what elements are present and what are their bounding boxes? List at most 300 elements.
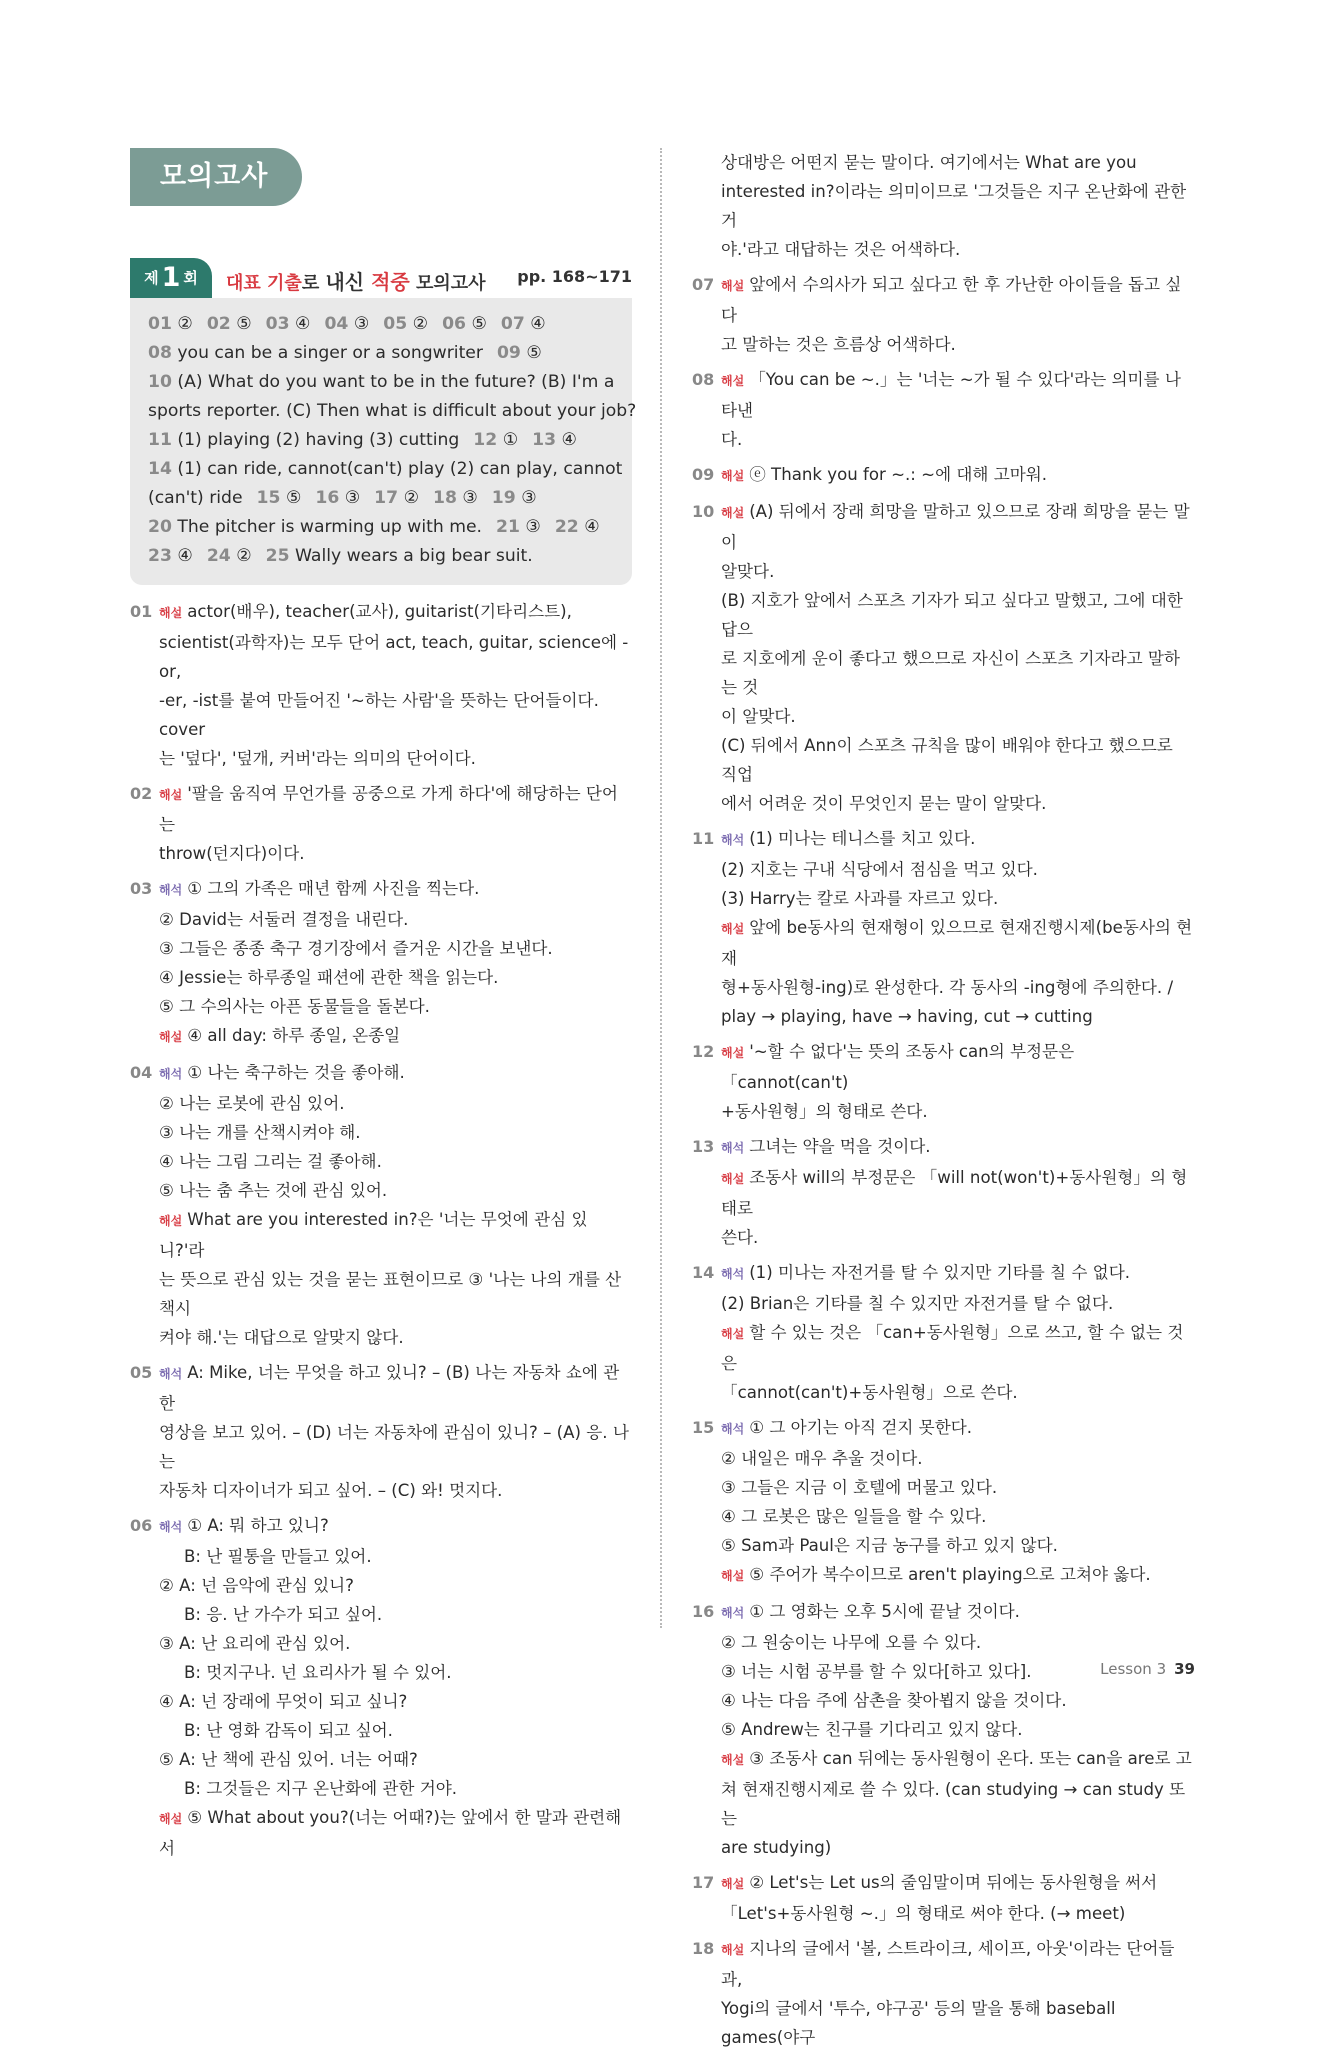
explanation-text: are studying) (721, 1838, 832, 1857)
answer-value: (1) can ride, cannot(can't) play (2) can play, cannot (177, 459, 623, 479)
explanation-text: 로 지호에게 운이 좋다고 했으므로 자신이 스포츠 기자라고 말하는 것 (721, 649, 1180, 697)
translation-tag: 해석 (721, 833, 745, 847)
explanation-line (721, 557, 1194, 586)
explanation-text: 앞에 be동사의 현재형이 있으므로 현재진행시제(be동사의 현재 (721, 918, 1193, 968)
explanation-text: (2) Brian은 기타를 칠 수 있지만 자전거를 탈 수 없다. (721, 1294, 1114, 1313)
explanation-line (159, 744, 632, 773)
explanation-line (721, 1597, 1194, 1628)
explanation-text: -er, -ist를 붙여 만들어진 '~하는 사람'을 뜻하는 단어들이다. cover (159, 691, 599, 739)
explanation-tag: 해설 (721, 1569, 745, 1583)
explanation-tag: 해설 (721, 1046, 745, 1060)
answer-value: ③ (462, 488, 478, 508)
question-explanation (130, 1058, 632, 1352)
answer-value: ④ (177, 546, 193, 566)
question-number: 17 (692, 1873, 715, 1892)
explanation-tag: 해설 (159, 1214, 183, 1228)
explanation-line (159, 934, 632, 963)
explanation-text: ④ 나는 다음 주에 삼촌을 찾아뵙지 않을 것이다. (721, 1691, 1067, 1710)
question-explanation (692, 270, 1194, 359)
explanation-line (721, 1934, 1194, 1994)
explanation-text: ① 그의 가족은 매년 함께 사진을 찍는다. (187, 879, 480, 898)
question-number: 11 (692, 829, 715, 848)
question-explanation (692, 1132, 1194, 1252)
answer-number: 01 (148, 314, 172, 334)
explanation-line (159, 963, 632, 992)
explanation-text: 「You can be ~.」는 '너는 ~가 될 수 있다'라는 의미를 나타낸 (721, 370, 1181, 420)
answer-row (148, 455, 623, 484)
explanation-text: 조동사 will의 부정문은 「will not(won't)+동사원형」의 형태로 (721, 1168, 1188, 1218)
answer-value: ② (236, 546, 252, 566)
explanation-line (159, 1323, 632, 1352)
explanation-text: '팔을 움직여 무언가를 공중으로 가게 하다'에 해당하는 단어는 (159, 784, 618, 834)
explanation-line (159, 1571, 632, 1600)
explanation-line (721, 425, 1194, 454)
explanation-line (721, 365, 1194, 425)
answer-number: 20 (148, 517, 172, 537)
question-number: 18 (692, 1939, 715, 1958)
explanation-line (721, 1289, 1194, 1318)
explanation-line (721, 1868, 1194, 1899)
explanation-text: ④ A: 넌 장래에 무엇이 되고 싶니? (159, 1692, 408, 1711)
test-pages: pp. 168~171 (517, 267, 632, 286)
answer-number: 24 (206, 546, 231, 566)
explanation-text: 고 말하는 것은 흐름상 어색하다. (721, 335, 956, 354)
question-explanation (692, 365, 1194, 454)
explanation-line (721, 913, 1194, 973)
explanation-line (721, 1413, 1194, 1444)
explanation-tag: 해설 (721, 922, 745, 936)
answer-value: ② (412, 314, 429, 334)
question-number: 15 (692, 1418, 715, 1437)
explanation-line (721, 235, 1194, 264)
explanation-line (721, 1775, 1194, 1833)
answer-row (148, 339, 614, 368)
question-explanation (692, 1037, 1194, 1126)
explanation-line (721, 1037, 1194, 1097)
explanation-line (159, 597, 632, 628)
explanation-line (159, 1021, 632, 1052)
answer-number: 06 (442, 314, 466, 334)
question-explanation (692, 1597, 1194, 1862)
question-number: 01 (130, 602, 153, 621)
explanation-tag: 해설 (159, 1812, 183, 1826)
answer-value: ② (403, 488, 419, 508)
explanation-text: ② Let's는 Let us의 줄임말이며 뒤에는 동사원형을 써서 (749, 1873, 1158, 1892)
answer-number: 16 (315, 488, 340, 508)
explanation-line (721, 644, 1194, 702)
answer-value: The pitcher is warming up with me. (177, 517, 482, 537)
translation-tag: 해석 (159, 883, 183, 897)
answer-number: 09 (496, 343, 521, 363)
question-explanation (692, 460, 1194, 491)
explanation-text: ⑤ A: 난 책에 관심 있어. 너는 어때? (159, 1750, 418, 1769)
answer-number: 18 (432, 488, 457, 508)
explanation-line (159, 1176, 632, 1205)
answer-number: 21 (496, 517, 520, 537)
explanation-text: 형+동사원형-ing)로 완성한다. 각 동사의 -ing형에 주의한다. / (721, 978, 1174, 997)
explanation-line (721, 270, 1194, 330)
answer-number: 13 (532, 430, 557, 450)
left-column (130, 258, 637, 1869)
question-explanation (130, 779, 632, 868)
translation-tag: 해석 (721, 1141, 745, 1155)
explanation-text: ⑤ 그 수의사는 아픈 동물들을 돌본다. (159, 997, 430, 1016)
explanation-line (721, 148, 1194, 177)
page-footer (1100, 1660, 1195, 1678)
explanation-line (721, 884, 1194, 913)
explanation-tag: 해설 (721, 1943, 745, 1957)
column-divider (660, 148, 662, 1628)
explanation-line (721, 177, 1194, 235)
explanation-line (721, 497, 1194, 557)
question-explanation (130, 874, 632, 1052)
answer-value: ⑤ (285, 488, 302, 508)
answer-value: ③ (353, 314, 370, 334)
explanation-line (721, 1473, 1194, 1502)
explanation-line (721, 1258, 1194, 1289)
explanation-line (721, 1318, 1194, 1378)
explanation-line (721, 1744, 1194, 1775)
answer-number: 05 (383, 314, 408, 334)
explanation-text: ⑤ What about you?(너는 어때?)는 앞에서 한 말과 관련해서 (159, 1808, 622, 1858)
answer-value: ③ (521, 488, 537, 508)
answer-number: 25 (265, 546, 290, 566)
answer-value: ④ (561, 430, 577, 450)
question-explanation (692, 1413, 1194, 1591)
explanation-line (721, 855, 1194, 884)
explanation-text: 자동차 디자이너가 되고 싶어. – (C) 와! 멋지다. (159, 1481, 503, 1500)
test-header (130, 258, 632, 298)
explanation-text: ② 나는 로봇에 관심 있어. (159, 1094, 345, 1113)
explanation-tag: 해설 (159, 606, 183, 620)
question-number: 10 (692, 502, 715, 521)
answer-value: (1) playing (2) having (3) cutting (177, 430, 460, 450)
answer-number: 15 (256, 488, 281, 508)
explanation-line (721, 460, 1194, 491)
answer-number: 14 (148, 459, 172, 479)
explanation-line (721, 1531, 1194, 1560)
explanation-line (159, 905, 632, 934)
test-title-part: 로 (301, 273, 326, 294)
answer-value: ⑤ (471, 314, 487, 334)
question-number: 04 (130, 1063, 153, 1082)
lesson-label: Lesson 3 (1100, 1660, 1167, 1678)
explanation-line (721, 1223, 1194, 1252)
answer-number: 23 (148, 546, 172, 566)
explanation-text: ① 그 영화는 오후 5시에 끝날 것이다. (749, 1602, 1020, 1621)
explanation-text: 그녀는 약을 먹을 것이다. (749, 1137, 931, 1156)
explanation-line (721, 1833, 1194, 1862)
answer-number: 12 (473, 430, 498, 450)
explanation-text: ④ 그 로봇은 많은 일들을 할 수 있다. (721, 1507, 987, 1526)
explanation-line (721, 1502, 1194, 1531)
explanation-tag: 해설 (721, 1877, 745, 1891)
explanation-text: +동사원형」의 형태로 쓴다. (721, 1102, 928, 1121)
explanation-line (721, 1132, 1194, 1163)
translation-tag: 해석 (721, 1267, 745, 1281)
explanation-line (159, 1803, 632, 1863)
round-prefix: 제 (144, 269, 159, 287)
question-number: 02 (130, 784, 153, 803)
explanation-text: 쳐 현재진행시제로 쓸 수 있다. (can studying → can study 또는 (721, 1780, 1186, 1828)
explanation-line (159, 779, 632, 839)
explanation-line (159, 874, 632, 905)
answer-value: ③ (344, 488, 361, 508)
explanation-text: ② A: 넌 음악에 관심 있니? (159, 1576, 354, 1595)
question-explanation (692, 148, 1194, 264)
explanation-line (159, 992, 632, 1021)
left-explanations (130, 597, 632, 1863)
explanation-text: 야.'라고 대답하는 것은 어색하다. (721, 240, 961, 259)
question-explanation (692, 497, 1194, 818)
explanation-text: ④ Jessie는 하루종일 패션에 관한 책을 읽는다. (159, 968, 499, 987)
question-explanation (130, 1511, 632, 1863)
question-explanation (692, 1934, 1194, 2052)
explanation-text: B: 응. 난 가수가 되고 싶어. (184, 1605, 383, 1624)
explanation-line (721, 1163, 1194, 1223)
explanation-text: What are you interested in?은 '너는 무엇에 관심 있니?'라 (159, 1210, 588, 1260)
explanation-line (159, 686, 632, 744)
explanation-text: actor(배우), teacher(교사), guitarist(기타리스트), (187, 602, 572, 621)
explanation-line (721, 1002, 1194, 1031)
answer-value: (can't) ride (148, 488, 243, 508)
explanation-text: ③ 그들은 지금 이 호텔에 머물고 있다. (721, 1478, 998, 1497)
explanation-text: A: Mike, 너는 무엇을 하고 있니? – (B) 나는 자동차 쇼에 관한 (159, 1363, 620, 1413)
explanation-line (159, 1687, 632, 1716)
explanation-line (159, 1745, 632, 1774)
translation-tag: 해석 (159, 1520, 183, 1534)
answer-value: ④ (584, 517, 600, 537)
explanation-tag: 해설 (721, 374, 745, 388)
round-number: 1 (161, 262, 181, 293)
explanation-text: ③ 그들은 종종 축구 경기장에서 즐거운 시간을 보낸다. (159, 939, 553, 958)
question-number: 08 (692, 370, 715, 389)
explanation-tag: 해설 (721, 1753, 745, 1767)
explanation-text: 는 '덮다', '덮개, 커버'라는 의미의 단어이다. (159, 749, 476, 768)
page-title: 모의고사 (130, 148, 302, 206)
question-number: 09 (692, 465, 715, 484)
explanation-text: (1) 미나는 테니스를 치고 있다. (749, 829, 976, 848)
explanation-tag: 해설 (721, 279, 745, 293)
explanation-text: play → playing, have → having, cut → cutting (721, 1007, 1093, 1026)
explanation-text: 쓴다. (721, 1228, 759, 1247)
explanation-line (159, 1658, 632, 1687)
explanation-line (159, 1600, 632, 1629)
question-number: 14 (692, 1263, 715, 1282)
explanation-text: ① 나는 축구하는 것을 좋아해. (187, 1063, 405, 1082)
translation-tag: 해석 (721, 1422, 745, 1436)
explanation-line (159, 1058, 632, 1089)
explanation-text: B: 난 필통을 만들고 있어. (184, 1547, 372, 1566)
explanation-text: 할 수 있는 것은 「can+동사원형」으로 쓰고, 할 수 없는 것은 (721, 1323, 1184, 1373)
answer-value: you can be a singer or a songwriter (177, 343, 483, 363)
question-number: 06 (130, 1516, 153, 1535)
explanation-text: ① 그 아기는 아직 걷지 못한다. (749, 1418, 973, 1437)
explanation-line (721, 330, 1194, 359)
explanation-text: (B) 지호가 앞에서 스포츠 기자가 되고 싶다고 말했고, 그에 대한 답으 (721, 591, 1183, 639)
explanation-line (721, 1715, 1194, 1744)
explanation-text: (A) 뒤에서 장래 희망을 말하고 있으므로 장래 희망을 묻는 말이 (721, 502, 1190, 552)
question-explanation (692, 1868, 1194, 1928)
question-explanation (692, 824, 1194, 1031)
explanation-line (159, 1542, 632, 1571)
answer-number: 02 (206, 314, 231, 334)
explanation-line (159, 1358, 632, 1418)
answer-value: sports reporter. (C) Then what is difficult about your job? (148, 401, 637, 421)
answer-number: 03 (265, 314, 290, 334)
answer-value: ⑤ (526, 343, 542, 363)
explanation-line (159, 1265, 632, 1323)
explanation-text: (3) Harry는 칼로 사과를 자르고 있다. (721, 889, 999, 908)
explanation-line (721, 1560, 1194, 1591)
explanation-line (721, 1378, 1194, 1407)
answer-value: ① (502, 430, 519, 450)
question-number: 03 (130, 879, 153, 898)
explanation-text: 켜야 해.'는 대답으로 알맞지 않다. (159, 1328, 404, 1347)
translation-tag: 해석 (721, 1606, 745, 1620)
explanation-line (159, 1476, 632, 1505)
explanation-text: B: 난 영화 감독이 되고 싶어. (184, 1721, 393, 1740)
answer-row (148, 484, 614, 513)
explanation-line (159, 1774, 632, 1803)
question-explanation (130, 597, 632, 773)
explanation-text: ⑤ Andrew는 친구를 기다리고 있지 않다. (721, 1720, 1023, 1739)
answer-number: 10 (148, 372, 172, 392)
explanation-tag: 해설 (159, 788, 183, 802)
explanation-text: ① A: 뭐 하고 있니? (187, 1516, 329, 1535)
explanation-line (721, 1628, 1194, 1657)
answer-value: ④ (295, 314, 311, 334)
explanation-tag: 해설 (721, 1172, 745, 1186)
explanation-line (159, 1118, 632, 1147)
answer-row (148, 397, 637, 426)
question-number: 16 (692, 1602, 715, 1621)
explanation-line (159, 1205, 632, 1265)
answer-row (148, 426, 614, 455)
explanation-text: Yogi의 글에서 '투수, 야구공' 등의 말을 통해 baseball games(야구 (721, 1999, 1116, 2047)
test-title (226, 266, 486, 295)
explanation-line (721, 824, 1194, 855)
test-title-part: 대표 기출 (226, 273, 302, 294)
question-explanation (692, 1258, 1194, 1407)
question-number: 12 (692, 1042, 715, 1061)
answer-row (148, 542, 614, 571)
explanation-text: ⑤ 나는 춤 추는 것에 관심 있어. (159, 1181, 388, 1200)
answer-number: 04 (324, 314, 349, 334)
explanation-text: ③ 나는 개를 산책시켜야 해. (159, 1123, 361, 1142)
test-title-part: 내신 (325, 270, 372, 294)
translation-tag: 해석 (159, 1067, 183, 1081)
question-number: 13 (692, 1137, 715, 1156)
explanation-line (159, 839, 632, 868)
explanation-text: ③ A: 난 요리에 관심 있어. (159, 1634, 351, 1653)
explanation-text: 이 알맞다. (721, 707, 796, 726)
explanation-text: 「cannot(can't)+동사원형」으로 쓴다. (721, 1383, 1018, 1402)
answer-number: 11 (148, 430, 172, 450)
explanation-line (721, 731, 1194, 789)
answer-value: ⑤ (236, 314, 252, 334)
answer-key-box (130, 298, 637, 585)
answer-number: 22 (554, 517, 579, 537)
explanation-line (159, 628, 632, 686)
answer-number: 19 (491, 488, 516, 508)
explanation-text: ② 그 원숭이는 나무에 오를 수 있다. (721, 1633, 982, 1652)
explanation-tag: 해설 (721, 1327, 745, 1341)
explanation-text: ⓔ Thank you for ~.: ~에 대해 고마워. (749, 465, 1048, 484)
test-title-part: 모의고사 (409, 273, 486, 294)
explanation-line (721, 702, 1194, 731)
explanation-line (159, 1716, 632, 1745)
explanation-text: ③ 너는 시험 공부를 할 수 있다[하고 있다]. (721, 1662, 1032, 1681)
explanation-tag: 해설 (159, 1030, 183, 1044)
explanation-text: 「Let's+동사원형 ~.」의 형태로 써야 한다. (→ meet) (721, 1904, 1126, 1923)
explanation-text: 는 뜻으로 관심 있는 것을 묻는 표현이므로 ③ '나는 나의 개를 산책시 (159, 1270, 622, 1318)
explanation-text: 상대방은 어떤지 묻는 말이다. 여기에서는 What are you (721, 153, 1137, 172)
explanation-text: (C) 뒤에서 Ann이 스포츠 규칙을 많이 배워야 한다고 했으므로 직업 (721, 736, 1173, 784)
explanation-text: (2) 지호는 구내 식당에서 점심을 먹고 있다. (721, 860, 1038, 879)
explanation-text: ④ all day: 하루 종일, 온종일 (187, 1026, 401, 1045)
explanation-text: '~할 수 없다'는 뜻의 조동사 can의 부정문은 「cannot(can't) (721, 1042, 1075, 1092)
explanation-tag: 해설 (721, 469, 745, 483)
explanation-line (721, 1994, 1194, 2052)
explanation-text: 영상을 보고 있어. – (D) 너는 자동차에 관심이 있니? – (A) 응. 나는 (159, 1423, 629, 1471)
round-suffix: 회 (183, 269, 198, 287)
answer-number: 08 (148, 343, 172, 363)
explanation-line (721, 1686, 1194, 1715)
explanation-text: 앞에서 수의사가 되고 싶다고 한 후 가난한 아이들을 돕고 싶다 (721, 275, 1182, 325)
explanation-text: ④ 나는 그림 그리는 걸 좋아해. (159, 1152, 382, 1171)
explanation-line (721, 1899, 1194, 1928)
explanation-text: ⑤ 주어가 복수이므로 aren't playing으로 고쳐야 옳다. (749, 1565, 1151, 1584)
question-explanation (130, 1358, 632, 1505)
explanation-text: ② David는 서둘러 결정을 내린다. (159, 910, 409, 929)
explanation-text: (1) 미나는 자전거를 탈 수 있지만 기타를 칠 수 없다. (749, 1263, 1131, 1282)
explanation-text: 다. (721, 430, 743, 449)
explanation-line (721, 789, 1194, 818)
test-title-part: 적중 (371, 270, 410, 294)
explanation-line (721, 1097, 1194, 1126)
explanation-line (159, 1629, 632, 1658)
page-number: 39 (1174, 1660, 1195, 1678)
answer-number: 17 (374, 488, 399, 508)
translation-tag: 해석 (159, 1367, 183, 1381)
answer-value: ② (177, 314, 193, 334)
answer-value: (A) What do you want to be in the future? (B) I'm a (177, 372, 615, 392)
explanation-line (159, 1418, 632, 1476)
explanation-text: scientist(과학자)는 모두 단어 act, teach, guitar, science에 -or, (159, 633, 629, 681)
explanation-text: 에서 어려운 것이 무엇인지 묻는 말이 알맞다. (721, 794, 1047, 813)
answer-value: ④ (530, 314, 546, 334)
answer-row (148, 310, 614, 339)
answer-value: ③ (525, 517, 541, 537)
explanation-text: 알맞다. (721, 562, 775, 581)
explanation-line (721, 586, 1194, 644)
explanation-text: ⑤ Sam과 Paul은 지금 농구를 하고 있지 않다. (721, 1536, 1058, 1555)
question-number: 05 (130, 1363, 153, 1382)
answer-value: Wally wears a big bear suit. (295, 546, 533, 566)
answer-row (148, 368, 614, 397)
explanation-line (159, 1147, 632, 1176)
explanation-line (721, 973, 1194, 1002)
explanation-line (721, 1444, 1194, 1473)
explanation-text: B: 멋지구나. 넌 요리사가 될 수 있어. (184, 1663, 452, 1682)
explanation-text: 지나의 글에서 '볼, 스트라이크, 세이프, 아웃'이라는 단어들과, (721, 1939, 1175, 1989)
explanation-line (159, 1089, 632, 1118)
explanation-text: ② 내일은 매우 추울 것이다. (721, 1449, 923, 1468)
question-number: 07 (692, 275, 715, 294)
explanation-tag: 해설 (721, 506, 745, 520)
answer-row (148, 513, 614, 542)
